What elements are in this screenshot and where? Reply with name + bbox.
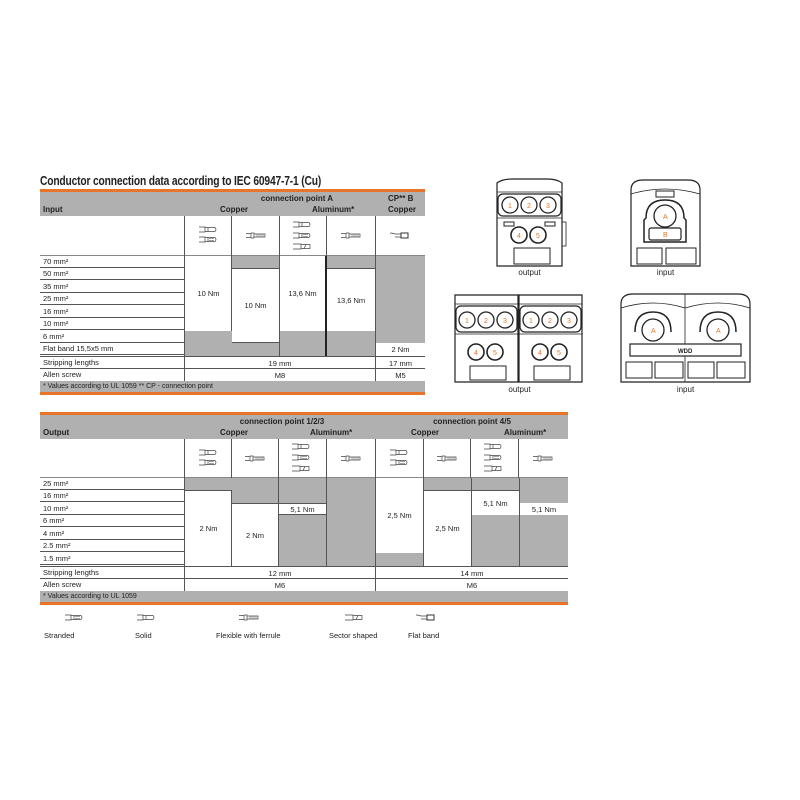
conductor-types-aluminum-ferrule-123 (327, 439, 376, 478)
header-cp-b: CP** B (388, 194, 414, 203)
unused-cell (232, 343, 279, 356)
col-45-copper (376, 478, 424, 566)
conductor-types-copper-a (184, 216, 232, 256)
col-123-copper-ferrule (232, 478, 279, 566)
header-aluminum-123: Aluminum* (310, 428, 353, 437)
flat-band-icon (389, 232, 411, 239)
conductor-types-aluminum-123 (279, 439, 327, 478)
unused-cell (327, 256, 375, 268)
header-aluminum-45: Aluminum* (504, 428, 547, 437)
output-row-25: 25 mm² (40, 478, 184, 490)
output-footnote: * Values according to UL 1059 (40, 591, 568, 602)
header-connection-point-45: connection point 4/5 (433, 417, 511, 426)
double-output-terminal-diagram (452, 290, 587, 385)
allen-a: M8 (184, 369, 376, 381)
diagram-label-input: input (656, 268, 675, 277)
unused-cell (376, 553, 423, 566)
legend-label: Stranded (44, 631, 75, 640)
svg-text:3: 3 (503, 318, 507, 325)
col-a-copper (184, 256, 232, 356)
header-copper: Copper (220, 205, 248, 214)
input-row-50: 50 mm² (40, 268, 184, 280)
unused-cell (232, 256, 279, 268)
svg-text:4: 4 (517, 233, 521, 240)
conductor-types-copper-45 (376, 439, 424, 478)
solid-conductor-icon (292, 221, 314, 228)
svg-text:2: 2 (527, 203, 531, 210)
stranded-conductor-icon (64, 614, 86, 621)
value-cell: 5,1 Nm (531, 504, 557, 514)
flat-band-icon (415, 614, 437, 621)
allen-label: Allen screw (43, 370, 82, 379)
input-terminal-diagram (628, 178, 703, 268)
solid-conductor-icon (136, 614, 158, 621)
svg-text:WDD: WDD (678, 349, 693, 355)
input-row-35: 35 mm² (40, 281, 184, 293)
col-a-aluminum (280, 256, 327, 356)
header-connection-point-123: connection point 1/2/3 (239, 417, 325, 426)
conductor-types-ferrule-123 (232, 439, 279, 478)
output-row-4: 4 mm² (40, 528, 184, 540)
stripping-a: 19 mm (184, 357, 376, 369)
input-stripping-row (40, 356, 425, 369)
unused-cell (279, 478, 326, 503)
output-stripping-row (40, 566, 568, 579)
input-footnote: * Values according to UL 1059 ** CP - connection point (40, 381, 425, 392)
svg-text:4: 4 (538, 350, 542, 357)
unused-cell (472, 478, 519, 490)
output-row-10: 10 mm² (40, 503, 184, 515)
input-row-16: 16 mm² (40, 306, 184, 318)
value-cell: 5,1 Nm (472, 490, 519, 515)
unused-cell (520, 515, 568, 566)
diagram-label-output: output (518, 268, 541, 277)
col-b-copper (376, 256, 425, 356)
value-cell: 2 Nm (185, 490, 232, 566)
conductor-types-aluminum-ferrule-a (327, 216, 376, 256)
unused-cell (232, 478, 278, 503)
svg-text:1: 1 (508, 203, 512, 210)
stranded-conductor-icon (198, 459, 220, 466)
unused-cell (327, 331, 375, 356)
header-input: Input (43, 205, 63, 214)
conductor-types-flatband-b (376, 216, 425, 256)
ferrule-conductor-icon (340, 232, 362, 239)
conductor-types-aluminum-ferrule-45 (519, 439, 568, 478)
ferrule-conductor-icon (340, 455, 362, 462)
ferrule-conductor-icon (244, 455, 266, 462)
output-row-2-5: 2.5 mm² (40, 540, 184, 552)
output-icon-row (40, 439, 568, 478)
input-row-flatband: Flat band 15,5x5 mm (40, 343, 184, 355)
svg-text:A: A (651, 328, 656, 335)
svg-text:A: A (663, 214, 668, 221)
solid-conductor-icon (291, 443, 313, 450)
unused-cell (520, 478, 568, 503)
value-cell: 10 Nm (232, 268, 279, 343)
output-row-6: 6 mm² (40, 515, 184, 527)
stranded-conductor-icon (198, 236, 220, 243)
svg-text:2: 2 (548, 318, 552, 325)
allen-label: Allen screw (43, 580, 82, 589)
col-a-copper-ferrule (232, 256, 280, 356)
input-row-70: 70 mm² (40, 256, 184, 268)
svg-text:B: B (663, 232, 668, 239)
accent-rule (40, 392, 425, 395)
sector-conductor-icon (292, 243, 314, 250)
stripping-123: 12 mm (184, 567, 376, 579)
sector-conductor-icon (483, 465, 505, 472)
col-45-copper-ferrule (424, 478, 472, 566)
ferrule-conductor-icon (436, 455, 458, 462)
col-123-aluminum-ferrule-unused (327, 478, 376, 566)
input-row-25: 25 mm² (40, 293, 184, 305)
stranded-conductor-icon (483, 454, 505, 461)
header-output: Output (43, 428, 70, 437)
header-copper-45: Copper (411, 428, 439, 437)
stripping-label: Stripping lengths (43, 358, 99, 367)
value-cell: 2,5 Nm (424, 490, 471, 566)
conductor-types-copper-123 (184, 439, 232, 478)
input-icon-row (40, 216, 425, 256)
output-row-1-5: 1.5 mm² (40, 553, 184, 565)
ferrule-conductor-icon (532, 455, 554, 462)
conductor-types-ferrule-a (232, 216, 280, 256)
sector-conductor-icon (291, 465, 313, 472)
conductor-types-aluminum-45 (471, 439, 519, 478)
col-a-aluminum-ferrule (327, 256, 376, 356)
solid-conductor-icon (198, 226, 220, 233)
output-terminal-diagram (492, 178, 567, 268)
output-row-16: 16 mm² (40, 490, 184, 502)
unused-cell (472, 515, 519, 566)
svg-text:3: 3 (546, 203, 550, 210)
unused-cell (279, 515, 326, 566)
ferrule-conductor-icon (238, 614, 260, 621)
legend-label: Solid (135, 631, 152, 640)
unused-cell (280, 331, 325, 356)
allen-b: M5 (395, 370, 406, 380)
header-connection-point-a: connection point A (260, 194, 334, 203)
value-cell: 5,1 Nm (279, 503, 326, 515)
solid-conductor-icon (198, 449, 220, 456)
header-aluminum: Aluminum* (312, 205, 355, 214)
conductor-types-ferrule-45 (424, 439, 471, 478)
svg-text:2: 2 (484, 318, 488, 325)
value-cell: 13,6 Nm (288, 289, 317, 298)
double-input-terminal-diagram (618, 290, 753, 385)
value-cell: 2 Nm (391, 345, 410, 354)
ferrule-conductor-icon (245, 232, 267, 239)
header-copper-123: Copper (220, 428, 248, 437)
value-cell: 2 Nm (232, 503, 278, 566)
unused-cell (424, 478, 471, 490)
header-copper-b: Copper (388, 205, 416, 214)
legend-label: Flat band (408, 631, 440, 640)
output-allen-row (40, 579, 568, 591)
svg-text:1: 1 (465, 318, 469, 325)
unused-cell (185, 478, 232, 490)
unused-cell (376, 256, 425, 343)
input-row-6: 6 mm² (40, 331, 184, 343)
conductor-legend (40, 612, 460, 642)
solid-conductor-icon (483, 443, 505, 450)
legend-label: Sector shaped (329, 631, 378, 640)
input-table-header (40, 192, 425, 216)
diagram-label-double-input: input (676, 385, 695, 394)
col-45-aluminum-ferrule (520, 478, 568, 566)
stripping-label: Stripping lengths (43, 568, 99, 577)
svg-text:A: A (716, 328, 721, 335)
stripping-b: 17 mm (389, 358, 412, 368)
svg-text:1: 1 (529, 318, 533, 325)
output-table-header (40, 415, 568, 439)
conductor-types-aluminum-a (280, 216, 327, 256)
svg-text:5: 5 (536, 233, 540, 240)
svg-text:5: 5 (557, 350, 561, 357)
legend-label: Flexible with ferrule (216, 631, 281, 640)
svg-text:5: 5 (493, 350, 497, 357)
accent-rule (40, 602, 568, 605)
sector-conductor-icon (344, 614, 366, 621)
diagram-label-double-output: output (508, 385, 531, 394)
input-allen-row (40, 369, 425, 381)
value-cell: 13,6 Nm (327, 268, 375, 331)
page-title: Conductor connection data according to IEC 60947-7-1 (Cu) (40, 174, 322, 188)
col-45-aluminum (472, 478, 520, 566)
value-cell: 10 Nm (197, 289, 220, 298)
svg-text:3: 3 (567, 318, 571, 325)
col-123-aluminum (279, 478, 327, 566)
allen-45: M6 (466, 580, 478, 590)
stranded-conductor-icon (389, 459, 411, 466)
input-row-10: 10 mm² (40, 318, 184, 330)
col-123-copper (184, 478, 232, 566)
stranded-conductor-icon (292, 232, 314, 239)
stripping-45: 14 mm (460, 568, 484, 578)
allen-123: M6 (184, 579, 376, 591)
solid-conductor-icon (389, 449, 411, 456)
svg-text:4: 4 (474, 350, 478, 357)
stranded-conductor-icon (291, 454, 313, 461)
value-cell: 2,5 Nm (387, 511, 412, 520)
unused-cell (185, 331, 232, 356)
